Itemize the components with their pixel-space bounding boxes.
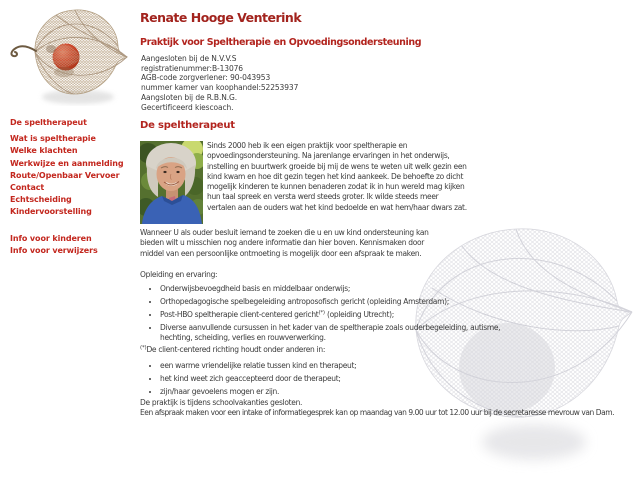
- sidebar-item-contact[interactable]: Contact: [10, 183, 45, 193]
- footnote-line: [140, 345, 540, 355]
- sidebar-item-kindervoorstelling[interactable]: Kindervoorstelling: [10, 207, 92, 217]
- section-heading: De speltherapeut: [140, 120, 235, 131]
- intro-paragraph: Sinds 2000 heb ik een eigen praktijk voor speltherapie en opvoedingsondersteuning. Na jarenlange ervaringen in het onderwijs, instelling en buurtwerk groeide bij mij de wens te weten uit welk gezin een kind kwam en hoe dit gezin tegen het kind aankeek. De behoefte zo dicht mogelijk kinderen te kunnen benaderen zodat ik in hun wereld mag kijken hun taal spreek en versta werd steeds groter. Ik wilde steeds meer vertalen aan de ouders wat het kind bedoelde en wat hem/haar dwars zat.: [207, 141, 467, 212]
- list-item: • een warme vriendelijke relatie tussen kind en therapeut;: [160, 361, 532, 371]
- list-item: • zijn/haar gevoelens mogen er zijn.: [160, 387, 532, 397]
- sidebar-item-info-voor-kinderen[interactable]: Info voor kinderen: [10, 233, 92, 243]
- page-subtitle: Praktijk voor Speltherapie en Opvoedingsondersteuning: [140, 37, 422, 48]
- sidebar-item-info-voor-verwijzers[interactable]: Info voor verwijzers: [10, 245, 98, 255]
- sidebar-item-wat-is-speltherapie[interactable]: Wat is speltherapie: [10, 134, 96, 144]
- sidebar-nav: [10, 117, 136, 257]
- therapist-portrait-graphic: [140, 141, 203, 224]
- credential-line: Aangsloten bij de R.B.N.G.: [141, 92, 238, 102]
- list-item: • Orthopedagogische spelbegeleiding antroposofisch gericht (opleiding Amsterdam);: [160, 297, 532, 307]
- sidebar-item-welke-klachten[interactable]: Welke klachten: [10, 146, 78, 156]
- credential-line: nummer kamer van koophandel:52253937: [141, 83, 299, 93]
- list-item: • het kind weet zich geaccepteerd door de therapeut;: [160, 374, 532, 384]
- sidebar-item-route-openbaar-vervoer[interactable]: Route/Openbaar Vervoer: [10, 170, 120, 180]
- list-item: • Diverse aanvullende cursussen in het kader van de speltherapie zoals ouderbegeleiding, autisme, hechting, scheiding, verlies en rouwverwerking.: [160, 323, 532, 344]
- footnote-reference: (*): [318, 309, 325, 316]
- sidebar-item-de-speltherapeut[interactable]: De speltherapeut: [10, 118, 87, 127]
- physalis-lantern-graphic: [4, 2, 130, 106]
- sidebar-item-werkwijze-en-aanmelding[interactable]: Werkwijze en aanmelding: [10, 158, 124, 168]
- list-item-text: Post-HBO speltherapie client-centered gericht: [160, 309, 319, 319]
- credential-line: AGB-code zorgverlener: 90-043953: [141, 73, 271, 83]
- sidebar-gap: [10, 219, 136, 233]
- list-item: • Onderwijsbevoegdheid basis en middelbaar onderwijs;: [160, 284, 532, 294]
- education-list: [140, 284, 532, 346]
- credentials-block: [141, 54, 298, 112]
- credential-line: Aangesloten bij de N.V.V.S: [141, 54, 237, 63]
- page-title: Renate Hooge Venterink: [140, 10, 302, 25]
- credential-line: Gecertificeerd kiescoach.: [141, 102, 234, 112]
- therapist-photo: [140, 141, 203, 224]
- physalis-lantern-photo: [4, 2, 130, 106]
- second-paragraph: Wanneer U als ouder besluit iemand te zoeken die u en uw kind ondersteuning kan bieden wilt u misschien nog andere informatie dan hier boven. Kennismaken door middel van een persoonlijke ontmoeting is mogelijk door een afspraak te maken.: [140, 228, 429, 258]
- sidebar-item-echtscheiding[interactable]: Echtscheiding: [10, 195, 72, 205]
- list-item: [160, 310, 532, 320]
- closing-line-vacation: De praktijk is tijdens schoolvakanties gesloten.: [140, 398, 303, 407]
- closing-line-appointment: Een afspraak maken voor een intake of informatiegesprek kan op maandag van 9.00 uur tot 12.00 uur bij de secretaresse mevrouw van Dam.: [140, 408, 615, 417]
- principles-list: [140, 361, 532, 400]
- credential-line: registratienummer:B-13076: [141, 63, 243, 73]
- footnote-text: De client-centered richting houdt onder anderen in:: [146, 345, 326, 354]
- footnote-marker: (*): [140, 345, 147, 351]
- list-item-text: (opleiding Utrecht);: [324, 309, 395, 319]
- education-list-title: Opleiding en ervaring:: [140, 270, 218, 279]
